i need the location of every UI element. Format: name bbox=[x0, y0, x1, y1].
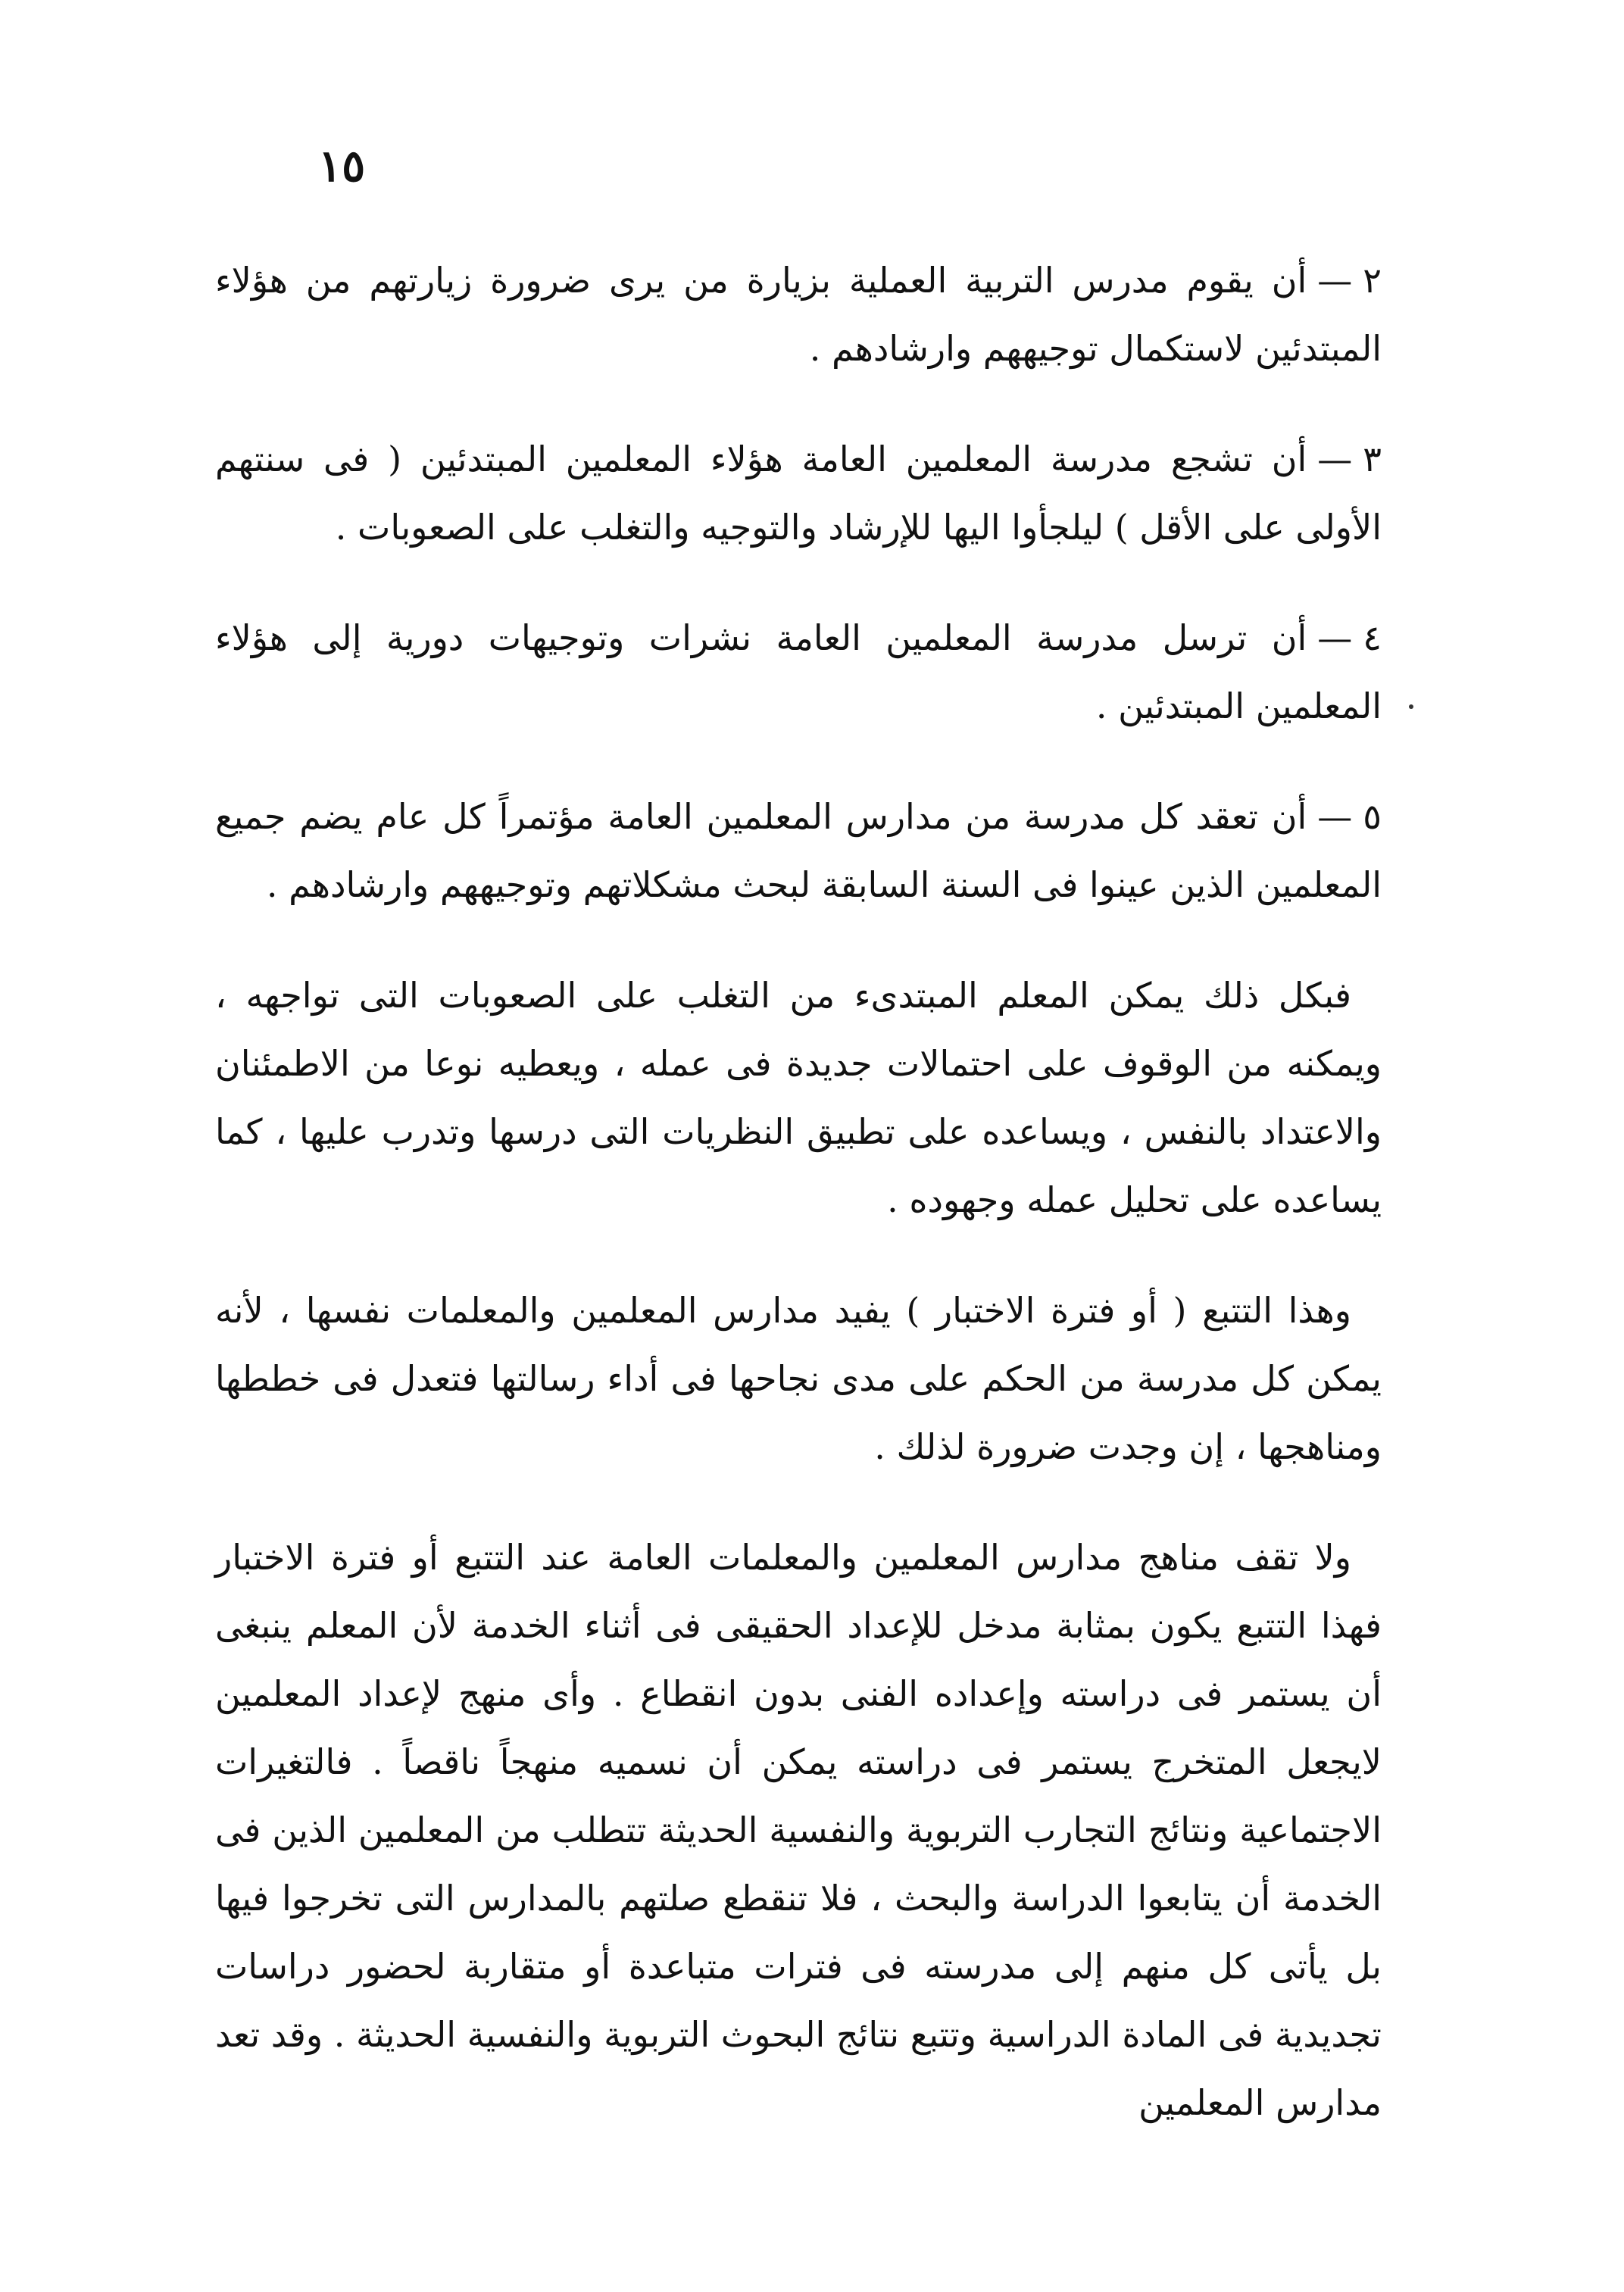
scan-speck bbox=[1409, 704, 1413, 709]
numbered-item bbox=[215, 425, 1382, 561]
item-text: أن يقوم مدرس التربية العملية بزيارة من يرى ضرورة زيارتهم من هؤلاء المبتدئين لاستكمال توجيههم وارشادهم . bbox=[215, 260, 1382, 369]
page-body bbox=[215, 246, 1382, 2179]
item-number: ٥ bbox=[1363, 796, 1382, 837]
numbered-item bbox=[215, 604, 1382, 740]
body-paragraph: ولا تقف مناهج مدارس المعلمين والمعلمات العامة عند التتبع أو فترة الاختبار فهذا التتبع يكون بمثابة مدخل للإعداد الحقيقى فى أثناء الخدمة لأن المعلم ينبغى أن يستمر فى دراسته وإعداده الفنى بدون انقطاع . وأى منهج لإعداد المعلمين لايجعل المتخرج يستمر فى دراسته يمكن أن نسميه منهجاً ناقصاً . فالتغيرات الاجتماعية ونتائج التجارب التربوية والنفسية الحديثة تتطلب من المعلمين الذين فى الخدمة أن يتابعوا الدراسة والبحث ، فلا تنقطع صلتهم بالمدارس التى تخرجوا فيها بل يأتى كل منهم إلى مدرسته فى فترات متباعدة أو متقاربة لحضور دراسات تجديدية فى المادة الدراسية وتتبع نتائج البحوث التربوية والنفسية الحديثة . وقد تعد مدارس المعلمين bbox=[215, 1537, 1382, 2123]
body-paragraph: وهذا التتبع ( أو فترة الاختبار ) يفيد مدارس المعلمين والمعلمات نفسها ، لأنه يمكن كل مدرسة من الحكم على مدى نجاحها فى أداء رسالتها فتعدل فى خططها ومناهجها ، إن وجدت ضرورة لذلك . bbox=[215, 1290, 1382, 1467]
item-dash: — bbox=[1317, 617, 1353, 658]
page-number: ١٥ bbox=[318, 140, 366, 192]
item-number: ٢ bbox=[1363, 260, 1382, 301]
item-number: ٣ bbox=[1363, 439, 1382, 479]
item-text: أن تعقد كل مدرسة من مدارس المعلمين العامة مؤتمراً كل عام يضم جميع المعلمين الذين عينوا فى السنة السابقة لبحث مشكلاتهم وتوجيههم وارشادهم . bbox=[215, 796, 1382, 905]
numbered-item bbox=[215, 782, 1382, 919]
item-text: أن ترسل مدرسة المعلمين العامة نشرات وتوجيهات دورية إلى هؤلاء المعلمين المبتدئين . bbox=[215, 617, 1382, 726]
item-dash: — bbox=[1317, 439, 1353, 479]
item-number: ٤ bbox=[1363, 617, 1382, 658]
numbered-item bbox=[215, 246, 1382, 383]
item-dash: — bbox=[1317, 260, 1353, 301]
item-dash: — bbox=[1317, 796, 1353, 837]
body-paragraph: فبكل ذلك يمكن المعلم المبتدىء من التغلب على الصعوبات التى تواجهه ، ويمكنه من الوقوف على احتمالات جديدة فى عمله ، ويعطيه نوعا من الاطمئنان والاعتداد بالنفس ، ويساعده على تطبيق النظريات التى درسها وتدرب عليها ، كما يساعده على تحليل عمله وجهوده . bbox=[215, 975, 1382, 1220]
item-text: أن تشجع مدرسة المعلمين العامة هؤلاء المعلمين المبتدئين ( فى سنتهم الأولى على الأقل ) ليلجأوا اليها للإرشاد والتوجيه والتغلب على الصعوبات . bbox=[215, 439, 1382, 548]
